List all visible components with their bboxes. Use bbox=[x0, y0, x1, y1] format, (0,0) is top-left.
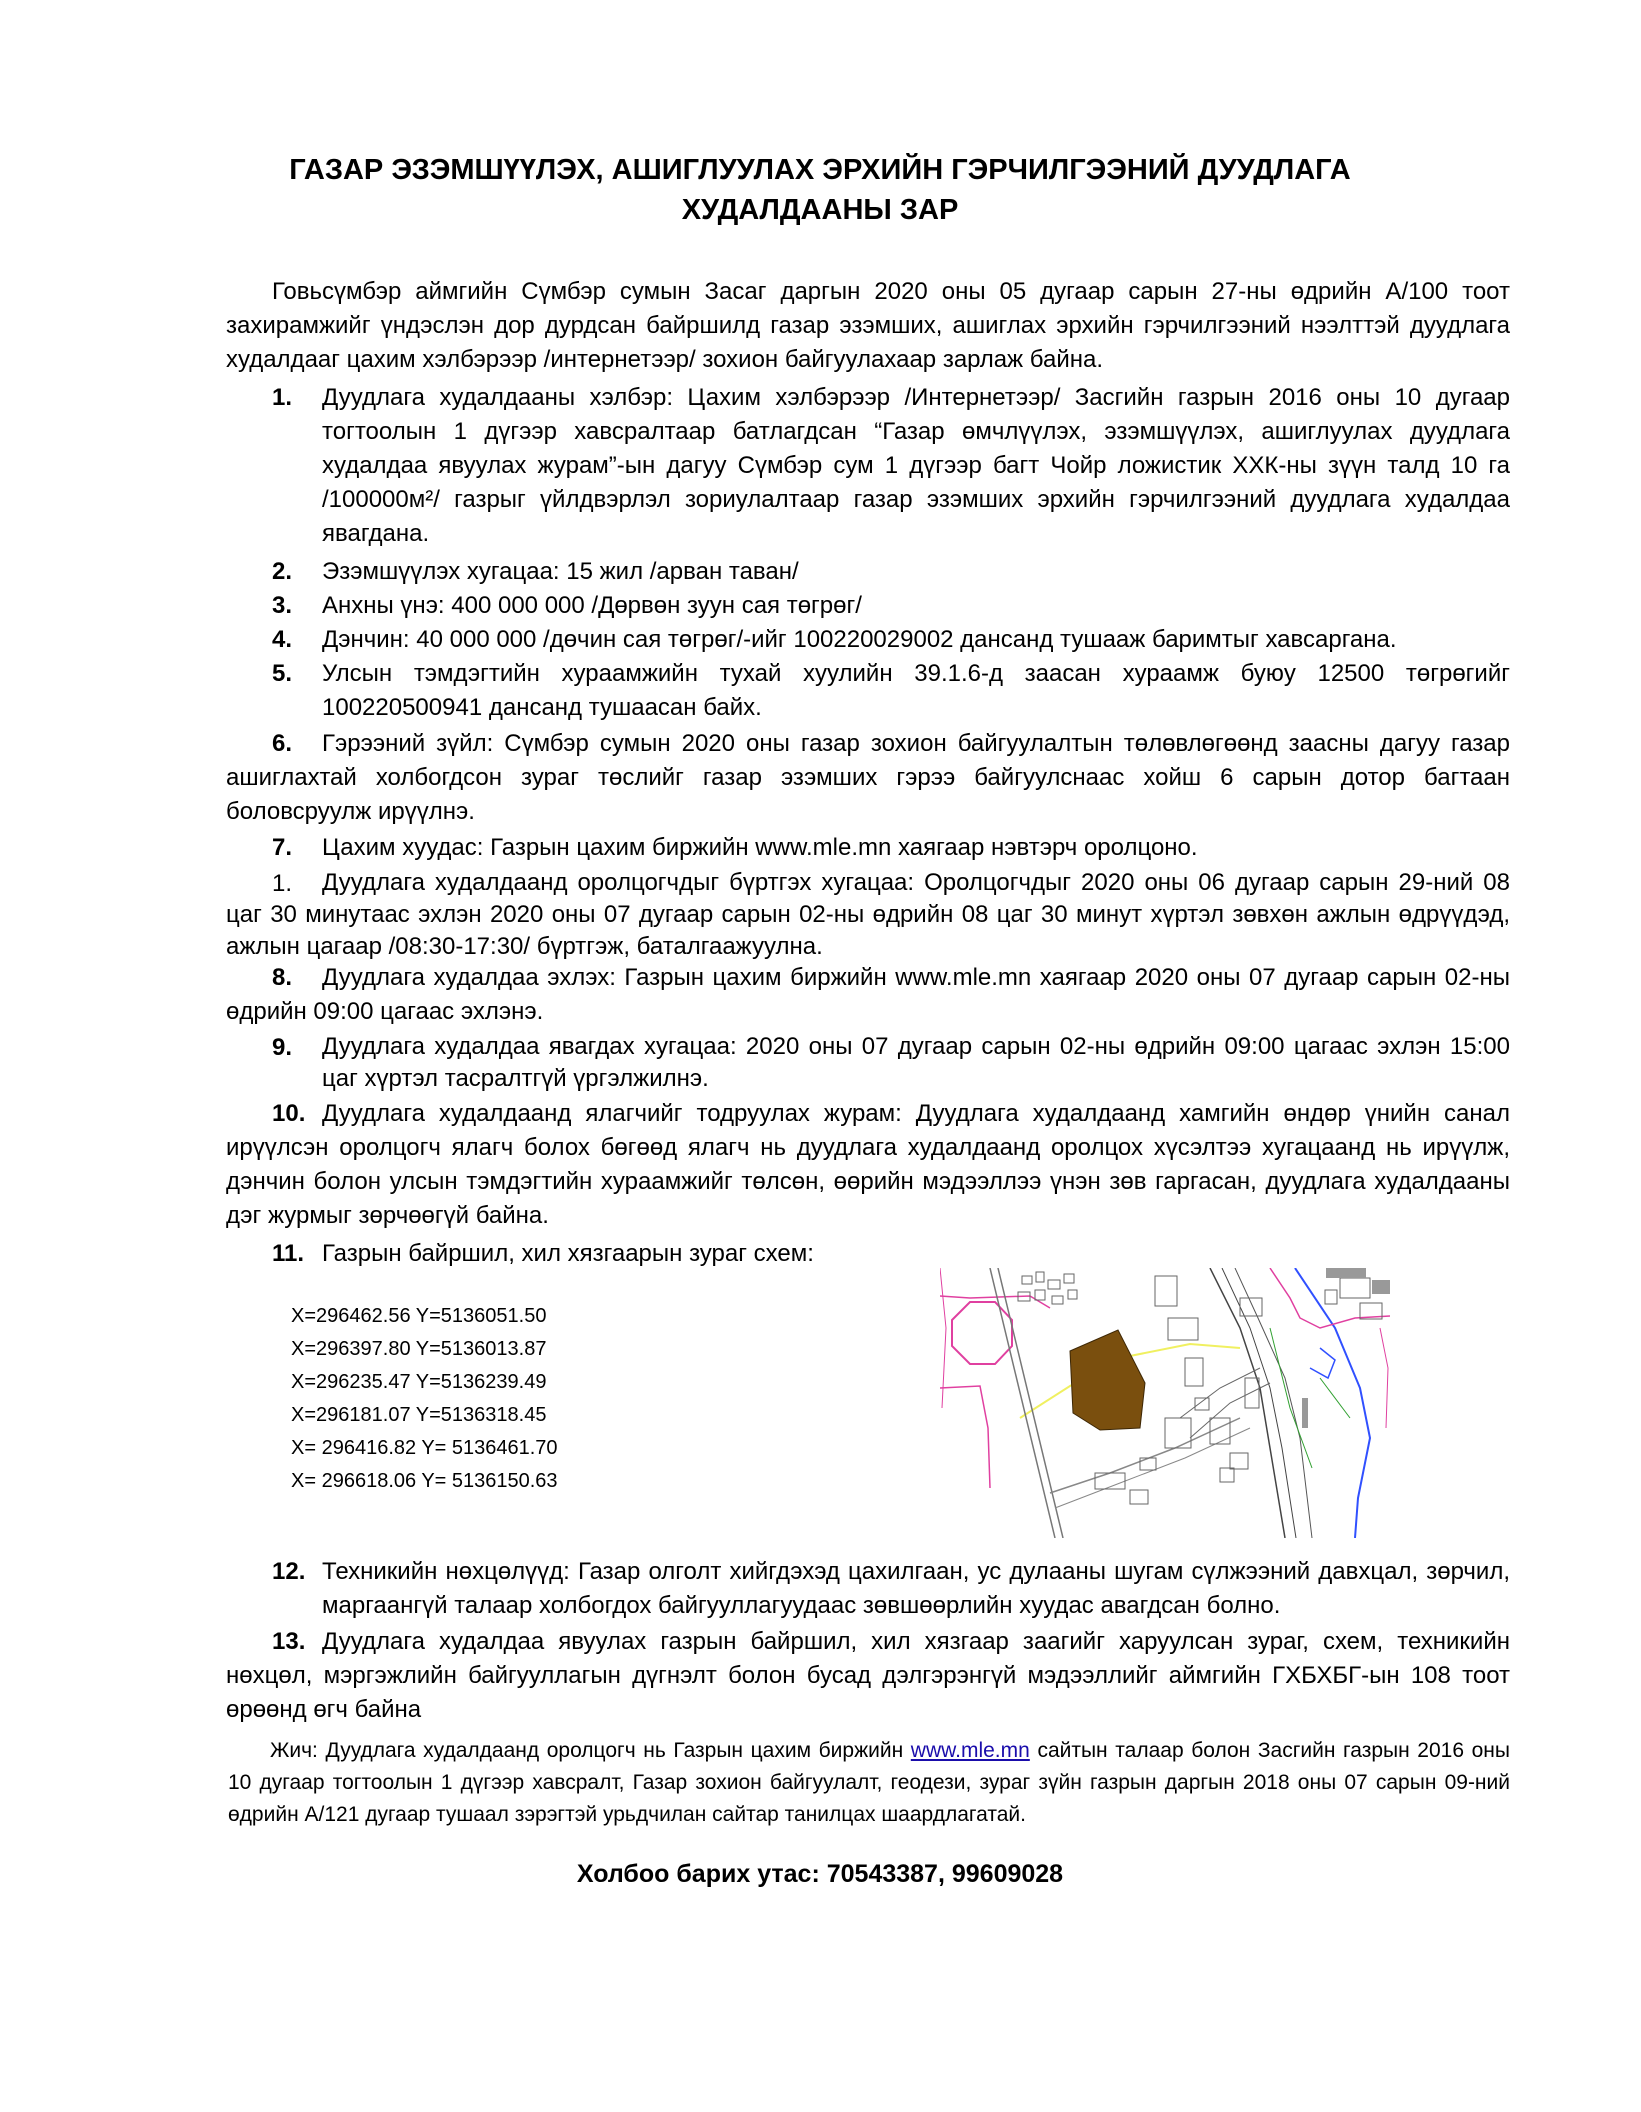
item-number: 6. bbox=[272, 730, 293, 757]
coordinate-point: X= 296416.82 Y= 5136461.70 bbox=[291, 1437, 558, 1459]
list-item: Дуудлага худалдаа эхлэх: Газрын цахим биржийн www.mle.mn хаягаар 2020 оны 07 дугаар сарын 02-ны өдрийн 09:00 цагаас эхлэнэ. bbox=[226, 964, 1510, 1025]
list-item: Цахим хуудас: Газрын цахим биржийн www.mle.mn хаягаар нэвтэрч оролцоно. bbox=[322, 834, 1198, 861]
item-number: 10. bbox=[272, 1100, 306, 1127]
intro-paragraph: Говьсүмбэр аймгийн Сүмбэр сумын Засаг даргын 2020 оны 05 дугаар сарын 27-ны өдрийн А/100 тоот захирамжийг үндэслэн дор дурдсан байршилд газар эзэмших, ашиглах эрхийн гэрчилгээний нээлттэй дуудлага худалдааг цахим хэлбэрээр /интернетээр/ зохион байгуулахаар зарлаж байна. bbox=[226, 278, 1510, 373]
title-line-2: ХУДАЛДААНЫ ЗАР bbox=[681, 194, 959, 226]
list-item: Дэнчин: 40 000 000 /дөчин сая төгрөг/-ийг 100220029002 дансанд тушааж баримтыг хавсаргана. bbox=[322, 626, 1397, 653]
item-number: 4. bbox=[272, 626, 293, 653]
coordinate-point: X=296235.47 Y=5136239.49 bbox=[291, 1371, 547, 1393]
list-item: Дуудлага худалдаа явуулах газрын байршил, хил хязгаар заагийг харуулсан зураг, схем, техникийн нөхцөл, мэргэжлийн байгууллагын дүгнэлт болон бусад дэлгэрэнгүй мэдээллийг аймгийн ГХБХБГ-ын 108 тоот өрөөнд өгч байна bbox=[226, 1628, 1510, 1723]
coordinate-point: X=296181.07 Y=5136318.45 bbox=[291, 1404, 547, 1426]
note-suffix: сайтын талаар болон Засгийн газрын 2016 оны 10 дугаар тогтоолын 1 дүгээр хавсралт, Газар зохион байгуулалт, геодези, зураг зүйн газрын даргын 2018 оны 07 сарын 09-ний өдрийн А/121 дугаар тушаал зэрэгтэй урьдчилан сайтар танилцах шаардлагатай. bbox=[228, 1739, 1510, 1826]
item-number: 13. bbox=[272, 1628, 306, 1655]
list-item: Дуудлага худалдаа явагдах хугацаа: 2020 оны 07 дугаар сарын 02-ны өдрийн 09:00 цагаас эхлэн 15:00 цаг хүртэл тасралтгүй үргэлжилнэ. bbox=[322, 1033, 1510, 1092]
mle-link[interactable]: www.mle.mn bbox=[910, 1739, 1030, 1762]
item-number: 8. bbox=[272, 964, 293, 991]
list-item: Дуудлага худалдаанд ялагчийг тодруулах журам: Дуудлага худалдаанд хамгийн өндөр үнийн санал ирүүлсэн оролцогч ялагч болох бөгөөд ялагч нь дуудлага худалдаанд оролцох хүсэлтээ хугацаанд нь ирүүлж, дэнчин болон улсын тэмдэгтийн хураамжийг төлсөн, өөрийн мэдээллээ үнэн зөв гаргасан, дуудлага худалдааны дэг журмыг зөрчөөгүй байна. bbox=[226, 1100, 1510, 1229]
page-title bbox=[170, 150, 1470, 230]
coordinate-list bbox=[291, 1300, 558, 1498]
item-number: 3. bbox=[272, 592, 293, 619]
list-item: Анхны үнэ: 400 000 000 /Дөрвөн зуун сая төгрөг/ bbox=[322, 592, 862, 619]
item-number: 9. bbox=[272, 1034, 293, 1061]
list-item: Гэрээний зүйл: Сүмбэр сумын 2020 оны газар зохион байгуулалтын төлөвлөгөөнд заасны дагуу газар ашиглахтай холбогдсон зураг төслийг газар эзэмших гэрээ байгуулснаас хойш 6 сарын дотор багтаан боловсруулж ирүүлнэ. bbox=[226, 730, 1510, 825]
title-line-1: ГАЗАР ЭЗЭМШҮҮЛЭХ, АШИГЛУУЛАХ ЭРХИЙН ГЭРЧИЛГЭЭНИЙ ДУУДЛАГА bbox=[289, 154, 1351, 186]
item-number: 2. bbox=[272, 558, 293, 585]
contact-phone: Холбоо барих утас: 70543387, 99609028 bbox=[576, 1860, 1064, 1888]
list-item: Дуудлага худалдаанд оролцогчдыг бүртгэх хугацаа: Оролцогчдыг 2020 оны 06 дугаар сарын 29-ний 08 цаг 30 минутаас эхлэн 2020 оны 07 дугаар сарын 02-ны өдрийн 08 цаг 30 минут хүртэл зөвхөн ажлын өдрүүдэд, ажлын цагаар /08:30-17:30/ бүртгэж, баталгаажуулна. bbox=[226, 869, 1510, 960]
list-item: Дуудлага худалдааны хэлбэр: Цахим хэлбэрээр /Интернетээр/ Засгийн газрын 2016 оны 10 дугаар тогтоолын 1 дүгээр хавсралтаар батлагдсан “Газар өмчлүүлэх, эзэмшүүлэх, ашиглуулах дуудлага худалдаа явуулах журам”-ын дагуу Сүмбэр сум 1 дүгээр багт Чойр ложистик ХХК-ны зүүн талд 10 га /100000м²/ газрыг үйлдвэрлэл зориулалтаар газар эзэмших эрхийн гэрчилгээний дуудлага худалдаа явагдана. bbox=[322, 384, 1510, 547]
item-number: 1. bbox=[272, 384, 293, 411]
item-number: 11. bbox=[272, 1240, 305, 1267]
item-number: 7. bbox=[272, 834, 293, 861]
list-item: Улсын тэмдэгтийн хураамжийн тухай хуулийн 39.1.6-д заасан хураамж буюу 12500 төгрөгийг 100220500941 дансанд тушаасан байх. bbox=[322, 660, 1510, 721]
list-item: Газрын байршил, хил хязгаарын зураг схем: bbox=[322, 1240, 814, 1267]
location-map-image bbox=[940, 1268, 1390, 1538]
note-prefix: Жич: Дуудлага худалдаанд оролцогч нь Газрын цахим биржийн bbox=[270, 1739, 911, 1762]
item-number: 1. bbox=[272, 870, 293, 897]
list-item: Эзэмшүүлэх хугацаа: 15 жил /арван таван/ bbox=[322, 558, 799, 585]
coordinate-point: X= 296618.06 Y= 5136150.63 bbox=[291, 1470, 558, 1492]
note-paragraph bbox=[228, 1735, 1510, 1831]
list-item: Техникийн нөхцөлүүд: Газар олголт хийгдэхэд цахилгаан, ус дулааны шугам сүлжээний давхцал, зөрчил, маргаангүй талаар холбогдох байгууллагуудаас зөвшөөрлийн хуудас авагдсан болно. bbox=[322, 1558, 1510, 1619]
coordinate-point: X=296397.80 Y=5136013.87 bbox=[291, 1338, 547, 1360]
item-number: 12. bbox=[272, 1558, 306, 1585]
coordinate-point: X=296462.56 Y=5136051.50 bbox=[291, 1305, 547, 1327]
item-number: 5. bbox=[272, 660, 293, 687]
